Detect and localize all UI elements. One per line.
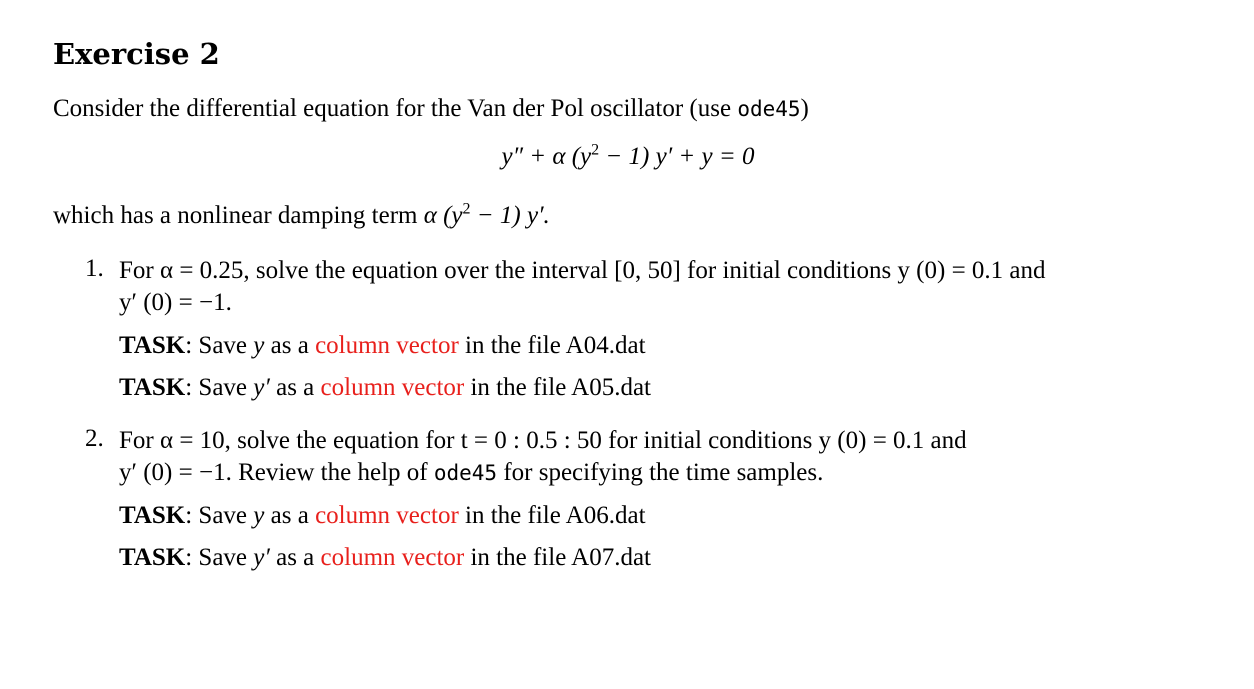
task-pre: : Save [185, 544, 254, 571]
item-2-line-2-pre: y′ (0) = −1. Review the help of [119, 459, 434, 486]
task-pre: : Save [185, 374, 254, 401]
equation-square: 2 [591, 141, 600, 159]
van-der-pol-equation [53, 140, 1203, 174]
intro-code: ode45 [737, 97, 801, 121]
equation-part-2: − 1) y′ + y = 0 [599, 143, 755, 170]
task-line [119, 501, 1203, 531]
item-1-text [119, 255, 1193, 319]
task-var: y′ [253, 544, 270, 571]
task-var: y′ [253, 374, 270, 401]
task-var: y [253, 332, 265, 359]
column-vector-term: column vector [315, 502, 459, 529]
task-pre: : Save [185, 502, 254, 529]
task-post: in the file A07.dat [464, 544, 652, 571]
task-label: TASK [119, 502, 186, 529]
column-vector-term: column vector [320, 374, 465, 401]
item-number: 2. [85, 425, 104, 452]
item-2-text [119, 425, 1193, 489]
item-2-code: ode45 [433, 461, 498, 485]
column-vector-term: column vector [320, 544, 465, 571]
task-pre: : Save [185, 332, 254, 359]
item-1-line-1: For α = 0.25, solve the equation over the interval [0, 50] for initial conditions y (0) = 0.1 and [119, 257, 1046, 284]
task-label: TASK [119, 332, 186, 359]
task-line [119, 543, 1203, 573]
damping-term-1: α (y [423, 202, 463, 229]
item-2-line-2-post: for specifying the time samples. [497, 459, 824, 486]
task-line [119, 331, 1203, 361]
column-vector-term: column vector [315, 332, 459, 359]
task-label: TASK [119, 544, 186, 571]
task-post: in the file A04.dat [458, 332, 646, 359]
equation-part-1: y″ + α (y [501, 143, 592, 170]
enumerated-item-2 [85, 425, 1203, 573]
task-post: in the file A06.dat [458, 502, 646, 529]
task-mid: as a [269, 374, 321, 401]
task-var: y [253, 502, 265, 529]
item-1-line-2: y′ (0) = −1. [119, 289, 232, 316]
task-mid: as a [264, 332, 316, 359]
intro-paragraph [53, 92, 1203, 126]
intro-close: ) [800, 95, 809, 122]
item-2-line-1: For α = 10, solve the equation for t = 0 : 0.5 : 50 for initial conditions y (0) = 0.1 and [119, 427, 967, 454]
intro-text: Consider the differential equation for the Van der Pol oscillator (use [53, 95, 738, 122]
damping-paragraph [53, 199, 1203, 233]
task-post: in the file A05.dat [464, 374, 652, 401]
task-label: TASK [119, 374, 186, 401]
item-2-line-2 [119, 457, 1193, 489]
damping-text: which has a nonlinear damping term [53, 202, 424, 229]
task-line [119, 373, 1203, 403]
exercise-heading: Exercise 2 [53, 37, 220, 71]
item-number: 1. [85, 255, 104, 282]
exercise-document [53, 32, 1203, 573]
damping-term-2: − 1) y′. [470, 202, 550, 229]
enumerated-item-1 [85, 255, 1203, 403]
damping-square: 2 [462, 200, 471, 218]
task-mid: as a [269, 544, 321, 571]
task-mid: as a [264, 502, 316, 529]
